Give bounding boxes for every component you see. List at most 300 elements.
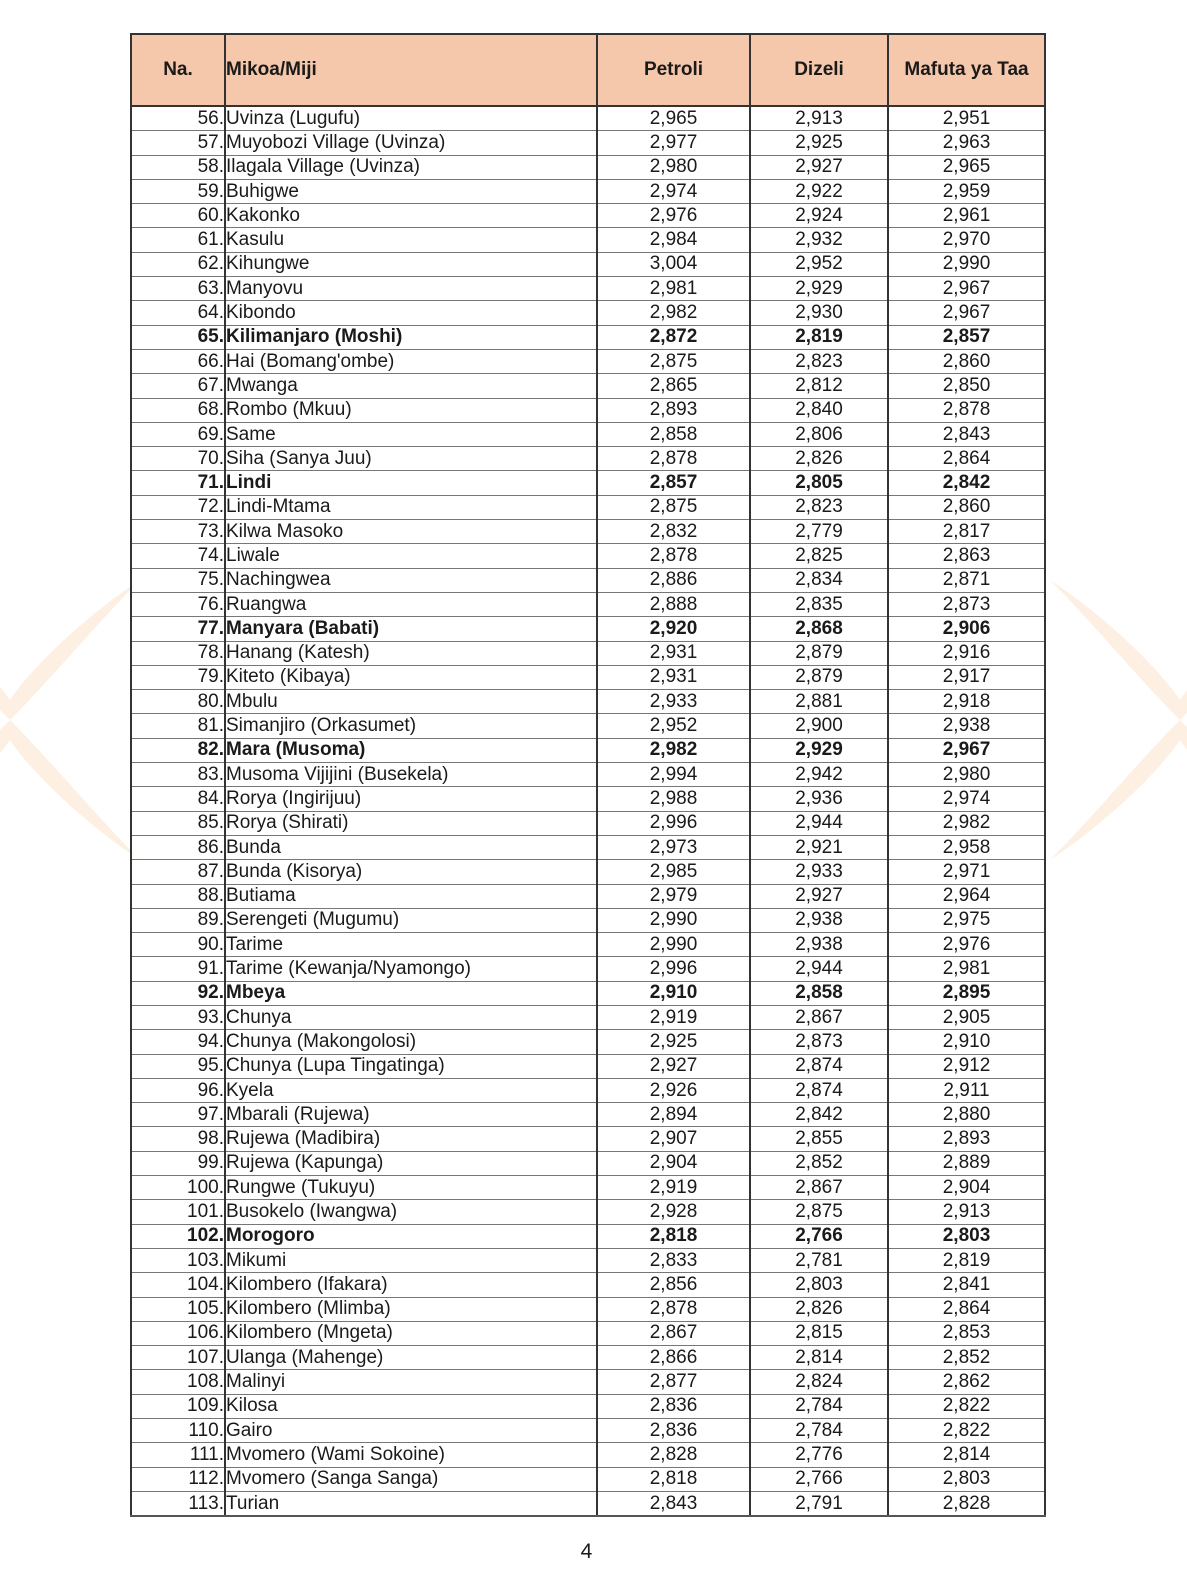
row-diesel-price: 2,812: [750, 374, 888, 398]
row-location: Rombo (Mkuu): [225, 398, 597, 422]
table-row: [131, 204, 1045, 228]
row-number: 56.: [131, 106, 225, 131]
table-row-region: [131, 981, 1045, 1005]
row-number: 70.: [131, 447, 225, 471]
row-diesel-price: 2,921: [750, 835, 888, 859]
table-row: [131, 544, 1045, 568]
row-diesel-price: 2,779: [750, 520, 888, 544]
row-diesel-price: 2,826: [750, 447, 888, 471]
row-number: 63.: [131, 277, 225, 301]
row-kerosene-price: 2,918: [888, 690, 1045, 714]
row-diesel-price: 2,944: [750, 811, 888, 835]
table-row: [131, 1297, 1045, 1321]
row-petrol-price: 2,910: [597, 981, 750, 1005]
row-location: Kilombero (Ifakara): [225, 1273, 597, 1297]
row-location: Uvinza (Lugufu): [225, 106, 597, 131]
row-kerosene-price: 2,975: [888, 908, 1045, 932]
row-kerosene-price: 2,990: [888, 252, 1045, 276]
row-number: 96.: [131, 1078, 225, 1102]
row-kerosene-price: 2,965: [888, 155, 1045, 179]
row-petrol-price: 2,931: [597, 641, 750, 665]
row-diesel-price: 2,868: [750, 617, 888, 641]
row-diesel-price: 2,875: [750, 1200, 888, 1224]
row-kerosene-price: 2,873: [888, 592, 1045, 616]
table-row: [131, 447, 1045, 471]
table-row-region: [131, 325, 1045, 349]
table-row: [131, 228, 1045, 252]
row-petrol-price: 2,833: [597, 1248, 750, 1272]
row-petrol-price: 2,878: [597, 1297, 750, 1321]
row-petrol-price: 2,920: [597, 617, 750, 641]
table-row: [131, 665, 1045, 689]
row-petrol-price: 2,988: [597, 787, 750, 811]
row-diesel-price: 2,879: [750, 641, 888, 665]
row-kerosene-price: 2,842: [888, 471, 1045, 495]
row-kerosene-price: 2,841: [888, 1273, 1045, 1297]
row-number: 71.: [131, 471, 225, 495]
row-location: Rorya (Ingirijuu): [225, 787, 597, 811]
row-number: 74.: [131, 544, 225, 568]
row-kerosene-price: 2,913: [888, 1200, 1045, 1224]
row-kerosene-price: 2,905: [888, 1005, 1045, 1029]
row-number: 84.: [131, 787, 225, 811]
row-kerosene-price: 2,871: [888, 568, 1045, 592]
table-row-region: [131, 738, 1045, 762]
row-petrol-price: 2,926: [597, 1078, 750, 1102]
row-number: 66.: [131, 349, 225, 373]
row-diesel-price: 2,867: [750, 1176, 888, 1200]
row-location: Lindi: [225, 471, 597, 495]
row-location: Rujewa (Madibira): [225, 1127, 597, 1151]
row-diesel-price: 2,944: [750, 957, 888, 981]
row-petrol-price: 2,857: [597, 471, 750, 495]
row-number: 83.: [131, 763, 225, 787]
row-number: 65.: [131, 325, 225, 349]
row-diesel-price: 2,929: [750, 738, 888, 762]
row-petrol-price: 2,973: [597, 835, 750, 859]
row-diesel-price: 2,852: [750, 1151, 888, 1175]
row-diesel-price: 2,842: [750, 1103, 888, 1127]
row-number: 109.: [131, 1394, 225, 1418]
row-petrol-price: 2,933: [597, 690, 750, 714]
row-location: Simanjiro (Orkasumet): [225, 714, 597, 738]
row-number: 68.: [131, 398, 225, 422]
header-kerosene: Mafuta ya Taa: [888, 34, 1045, 106]
row-number: 93.: [131, 1005, 225, 1029]
table-row: [131, 1394, 1045, 1418]
row-location: Kilosa: [225, 1394, 597, 1418]
row-kerosene-price: 2,906: [888, 617, 1045, 641]
row-kerosene-price: 2,893: [888, 1127, 1045, 1151]
table-row: [131, 349, 1045, 373]
row-kerosene-price: 2,970: [888, 228, 1045, 252]
row-petrol-price: 2,977: [597, 131, 750, 155]
row-kerosene-price: 2,963: [888, 131, 1045, 155]
row-kerosene-price: 2,976: [888, 933, 1045, 957]
row-location: Same: [225, 422, 597, 446]
row-location: Mvomero (Wami Sokoine): [225, 1443, 597, 1467]
row-kerosene-price: 2,864: [888, 447, 1045, 471]
row-kerosene-price: 2,895: [888, 981, 1045, 1005]
row-number: 90.: [131, 933, 225, 957]
row-number: 58.: [131, 155, 225, 179]
row-number: 67.: [131, 374, 225, 398]
table-row-region: [131, 1224, 1045, 1248]
row-location: Siha (Sanya Juu): [225, 447, 597, 471]
row-petrol-price: 2,979: [597, 884, 750, 908]
row-number: 100.: [131, 1176, 225, 1200]
row-number: 88.: [131, 884, 225, 908]
row-diesel-price: 2,781: [750, 1248, 888, 1272]
row-number: 87.: [131, 860, 225, 884]
row-kerosene-price: 2,958: [888, 835, 1045, 859]
table-row: [131, 884, 1045, 908]
row-number: 89.: [131, 908, 225, 932]
row-location: Mbeya: [225, 981, 597, 1005]
row-petrol-price: 2,828: [597, 1443, 750, 1467]
row-location: Busokelo (Iwangwa): [225, 1200, 597, 1224]
row-location: Nachingwea: [225, 568, 597, 592]
table-row: [131, 1078, 1045, 1102]
row-petrol-price: 2,984: [597, 228, 750, 252]
row-location: Kilombero (Mngeta): [225, 1321, 597, 1345]
row-kerosene-price: 2,822: [888, 1394, 1045, 1418]
row-location: Ulanga (Mahenge): [225, 1346, 597, 1370]
row-location: Kibondo: [225, 301, 597, 325]
table-row: [131, 252, 1045, 276]
row-number: 81.: [131, 714, 225, 738]
table-row: [131, 641, 1045, 665]
row-kerosene-price: 2,971: [888, 860, 1045, 884]
row-location: Kilimanjaro (Moshi): [225, 325, 597, 349]
row-location: Kasulu: [225, 228, 597, 252]
table-body: [131, 106, 1045, 1516]
row-diesel-price: 2,824: [750, 1370, 888, 1394]
table-row-region: [131, 471, 1045, 495]
row-diesel-price: 2,806: [750, 422, 888, 446]
row-location: Kilwa Masoko: [225, 520, 597, 544]
row-petrol-price: 2,878: [597, 447, 750, 471]
header-petrol: Petroli: [597, 34, 750, 106]
row-diesel-price: 2,805: [750, 471, 888, 495]
row-kerosene-price: 2,862: [888, 1370, 1045, 1394]
row-kerosene-price: 2,819: [888, 1248, 1045, 1272]
table-row: [131, 155, 1045, 179]
table-row: [131, 957, 1045, 981]
row-petrol-price: 2,836: [597, 1419, 750, 1443]
row-kerosene-price: 2,967: [888, 738, 1045, 762]
row-number: 78.: [131, 641, 225, 665]
row-number: 86.: [131, 835, 225, 859]
row-kerosene-price: 2,917: [888, 665, 1045, 689]
header-diesel: Dizeli: [750, 34, 888, 106]
row-location: Tarime (Kewanja/Nyamongo): [225, 957, 597, 981]
row-petrol-price: 2,875: [597, 349, 750, 373]
row-location: Musoma Vijijini (Busekela): [225, 763, 597, 787]
row-location: Mwanga: [225, 374, 597, 398]
table-row: [131, 1370, 1045, 1394]
row-petrol-price: 2,888: [597, 592, 750, 616]
row-kerosene-price: 2,857: [888, 325, 1045, 349]
row-kerosene-price: 2,843: [888, 422, 1045, 446]
row-kerosene-price: 2,938: [888, 714, 1045, 738]
row-diesel-price: 2,867: [750, 1005, 888, 1029]
row-petrol-price: 2,928: [597, 1200, 750, 1224]
row-location: Gairo: [225, 1419, 597, 1443]
row-kerosene-price: 2,850: [888, 374, 1045, 398]
row-diesel-price: 2,932: [750, 228, 888, 252]
table-row: [131, 1467, 1045, 1491]
row-diesel-price: 2,924: [750, 204, 888, 228]
row-petrol-price: 2,965: [597, 106, 750, 131]
row-number: 82.: [131, 738, 225, 762]
row-number: 85.: [131, 811, 225, 835]
row-number: 113.: [131, 1491, 225, 1516]
row-kerosene-price: 2,961: [888, 204, 1045, 228]
row-diesel-price: 2,938: [750, 933, 888, 957]
watermark-star-icon: [1050, 560, 1187, 880]
row-diesel-price: 2,834: [750, 568, 888, 592]
watermark-star-icon: [0, 560, 140, 880]
table-row: [131, 835, 1045, 859]
row-petrol-price: 2,996: [597, 957, 750, 981]
row-kerosene-price: 2,863: [888, 544, 1045, 568]
row-petrol-price: 3,004: [597, 252, 750, 276]
table-row: [131, 422, 1045, 446]
row-petrol-price: 2,980: [597, 155, 750, 179]
table-row: [131, 1030, 1045, 1054]
table-row: [131, 1491, 1045, 1516]
row-number: 95.: [131, 1054, 225, 1078]
row-location: Bunda (Kisorya): [225, 860, 597, 884]
row-petrol-price: 2,818: [597, 1224, 750, 1248]
header-number: Na.: [131, 34, 225, 106]
row-number: 76.: [131, 592, 225, 616]
row-kerosene-price: 2,951: [888, 106, 1045, 131]
row-petrol-price: 2,982: [597, 738, 750, 762]
table-row: [131, 1321, 1045, 1345]
row-location: Hanang (Katesh): [225, 641, 597, 665]
row-kerosene-price: 2,803: [888, 1467, 1045, 1491]
table-row: [131, 131, 1045, 155]
row-location: Lindi-Mtama: [225, 495, 597, 519]
row-location: Mvomero (Sanga Sanga): [225, 1467, 597, 1491]
row-diesel-price: 2,873: [750, 1030, 888, 1054]
row-number: 91.: [131, 957, 225, 981]
row-kerosene-price: 2,803: [888, 1224, 1045, 1248]
row-kerosene-price: 2,964: [888, 884, 1045, 908]
row-location: Bunda: [225, 835, 597, 859]
row-location: Malinyi: [225, 1370, 597, 1394]
row-location: Ilagala Village (Uvinza): [225, 155, 597, 179]
row-number: 69.: [131, 422, 225, 446]
row-petrol-price: 2,836: [597, 1394, 750, 1418]
table-header-row: [131, 34, 1045, 106]
row-kerosene-price: 2,864: [888, 1297, 1045, 1321]
row-number: 105.: [131, 1297, 225, 1321]
table-row: [131, 106, 1045, 131]
row-petrol-price: 2,893: [597, 398, 750, 422]
row-kerosene-price: 2,959: [888, 179, 1045, 203]
row-number: 59.: [131, 179, 225, 203]
row-number: 94.: [131, 1030, 225, 1054]
row-diesel-price: 2,784: [750, 1419, 888, 1443]
row-petrol-price: 2,994: [597, 763, 750, 787]
row-location: Muyobozi Village (Uvinza): [225, 131, 597, 155]
table-row: [131, 398, 1045, 422]
row-diesel-price: 2,858: [750, 981, 888, 1005]
row-diesel-price: 2,814: [750, 1346, 888, 1370]
row-location: Hai (Bomang'ombe): [225, 349, 597, 373]
row-petrol-price: 2,985: [597, 860, 750, 884]
row-number: 101.: [131, 1200, 225, 1224]
row-diesel-price: 2,933: [750, 860, 888, 884]
row-location: Manyovu: [225, 277, 597, 301]
row-diesel-price: 2,936: [750, 787, 888, 811]
table-row: [131, 520, 1045, 544]
row-number: 103.: [131, 1248, 225, 1272]
row-petrol-price: 2,974: [597, 179, 750, 203]
row-kerosene-price: 2,853: [888, 1321, 1045, 1345]
row-petrol-price: 2,843: [597, 1491, 750, 1516]
row-diesel-price: 2,784: [750, 1394, 888, 1418]
row-kerosene-price: 2,982: [888, 811, 1045, 835]
row-location: Serengeti (Mugumu): [225, 908, 597, 932]
row-location: Rujewa (Kapunga): [225, 1151, 597, 1175]
table-row: [131, 1151, 1045, 1175]
row-number: 62.: [131, 252, 225, 276]
row-diesel-price: 2,879: [750, 665, 888, 689]
row-location: Chunya: [225, 1005, 597, 1029]
row-number: 79.: [131, 665, 225, 689]
row-petrol-price: 2,877: [597, 1370, 750, 1394]
row-diesel-price: 2,922: [750, 179, 888, 203]
row-number: 112.: [131, 1467, 225, 1491]
row-number: 107.: [131, 1346, 225, 1370]
row-location: Butiama: [225, 884, 597, 908]
row-petrol-price: 2,894: [597, 1103, 750, 1127]
row-petrol-price: 2,832: [597, 520, 750, 544]
row-diesel-price: 2,823: [750, 495, 888, 519]
row-number: 111.: [131, 1443, 225, 1467]
row-number: 72.: [131, 495, 225, 519]
row-kerosene-price: 2,980: [888, 763, 1045, 787]
row-location: Rorya (Shirati): [225, 811, 597, 835]
row-location: Manyara (Babati): [225, 617, 597, 641]
table-row-region: [131, 617, 1045, 641]
table-row: [131, 690, 1045, 714]
row-diesel-price: 2,913: [750, 106, 888, 131]
row-number: 102.: [131, 1224, 225, 1248]
row-number: 75.: [131, 568, 225, 592]
row-diesel-price: 2,825: [750, 544, 888, 568]
row-diesel-price: 2,826: [750, 1297, 888, 1321]
row-petrol-price: 2,927: [597, 1054, 750, 1078]
row-location: Kihungwe: [225, 252, 597, 276]
row-kerosene-price: 2,967: [888, 301, 1045, 325]
row-number: 97.: [131, 1103, 225, 1127]
row-petrol-price: 2,925: [597, 1030, 750, 1054]
row-diesel-price: 2,819: [750, 325, 888, 349]
row-number: 57.: [131, 131, 225, 155]
row-location: Chunya (Makongolosi): [225, 1030, 597, 1054]
page-number: 4: [580, 1540, 593, 1563]
table-row: [131, 1054, 1045, 1078]
table-row: [131, 495, 1045, 519]
row-petrol-price: 2,886: [597, 568, 750, 592]
row-number: 99.: [131, 1151, 225, 1175]
row-kerosene-price: 2,981: [888, 957, 1045, 981]
table-row: [131, 1200, 1045, 1224]
row-location: Mara (Musoma): [225, 738, 597, 762]
row-petrol-price: 2,931: [597, 665, 750, 689]
row-petrol-price: 2,919: [597, 1005, 750, 1029]
row-petrol-price: 2,990: [597, 933, 750, 957]
table-row: [131, 1127, 1045, 1151]
row-location: Turian: [225, 1491, 597, 1516]
row-diesel-price: 2,930: [750, 301, 888, 325]
row-petrol-price: 2,907: [597, 1127, 750, 1151]
row-kerosene-price: 2,814: [888, 1443, 1045, 1467]
row-diesel-price: 2,803: [750, 1273, 888, 1297]
row-petrol-price: 2,952: [597, 714, 750, 738]
row-number: 98.: [131, 1127, 225, 1151]
row-number: 80.: [131, 690, 225, 714]
table-row: [131, 1273, 1045, 1297]
row-kerosene-price: 2,860: [888, 349, 1045, 373]
row-location: Chunya (Lupa Tingatinga): [225, 1054, 597, 1078]
table-row: [131, 374, 1045, 398]
row-diesel-price: 2,938: [750, 908, 888, 932]
row-kerosene-price: 2,911: [888, 1078, 1045, 1102]
row-kerosene-price: 2,878: [888, 398, 1045, 422]
row-diesel-price: 2,952: [750, 252, 888, 276]
table-row: [131, 1443, 1045, 1467]
table-row: [131, 1346, 1045, 1370]
row-kerosene-price: 2,916: [888, 641, 1045, 665]
table-row: [131, 860, 1045, 884]
row-petrol-price: 2,982: [597, 301, 750, 325]
table-row: [131, 277, 1045, 301]
row-location: Rungwe (Tukuyu): [225, 1176, 597, 1200]
table-row: [131, 1005, 1045, 1029]
table-row: [131, 1248, 1045, 1272]
table-row: [131, 1176, 1045, 1200]
row-kerosene-price: 2,852: [888, 1346, 1045, 1370]
row-petrol-price: 2,856: [597, 1273, 750, 1297]
row-location: Morogoro: [225, 1224, 597, 1248]
table-row: [131, 1103, 1045, 1127]
table-row: [131, 787, 1045, 811]
row-diesel-price: 2,925: [750, 131, 888, 155]
table-row: [131, 592, 1045, 616]
row-diesel-price: 2,929: [750, 277, 888, 301]
table-row: [131, 301, 1045, 325]
row-kerosene-price: 2,912: [888, 1054, 1045, 1078]
table-row: [131, 568, 1045, 592]
table-row: [131, 933, 1045, 957]
row-number: 108.: [131, 1370, 225, 1394]
row-petrol-price: 2,867: [597, 1321, 750, 1345]
row-location: Mbulu: [225, 690, 597, 714]
row-kerosene-price: 2,910: [888, 1030, 1045, 1054]
row-petrol-price: 2,904: [597, 1151, 750, 1175]
row-number: 92.: [131, 981, 225, 1005]
row-petrol-price: 2,818: [597, 1467, 750, 1491]
row-diesel-price: 2,835: [750, 592, 888, 616]
row-diesel-price: 2,874: [750, 1054, 888, 1078]
row-petrol-price: 2,919: [597, 1176, 750, 1200]
